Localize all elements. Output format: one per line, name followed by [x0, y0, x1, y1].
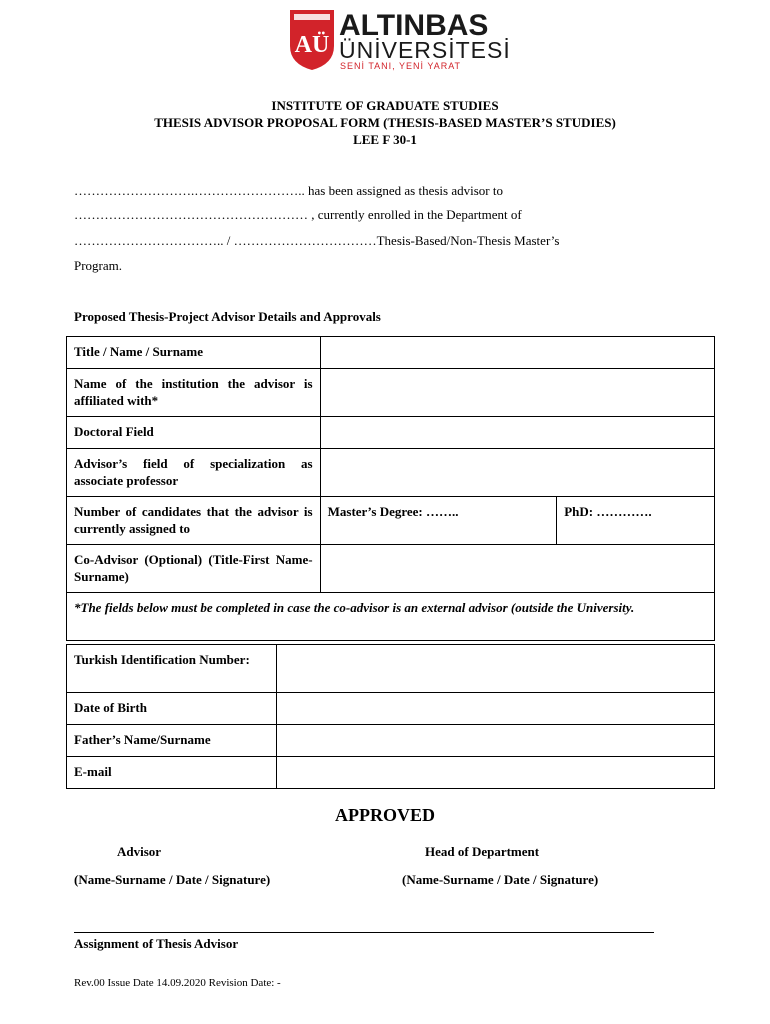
head-signature-line: (Name-Surname / Date / Signature): [402, 872, 599, 887]
head-of-department-label: Head of Department: [425, 844, 540, 859]
revision-footer: Rev.00 Issue Date 14.09.2020 Revision Date: -: [74, 977, 281, 989]
table-row: [67, 725, 715, 757]
title-name-field[interactable]: [320, 337, 714, 369]
row-label-doctoral-field: Doctoral Field: [67, 417, 321, 449]
table-row: [67, 417, 715, 449]
date-of-birth-field[interactable]: [276, 693, 714, 725]
intro-line-2: ……………………………………………… , currently enrolled in the Department of: [74, 207, 522, 222]
table-row: [67, 369, 715, 417]
specialization-field[interactable]: [320, 449, 714, 497]
row-label-title-name: Title / Name / Surname: [67, 337, 321, 369]
row-label-co-advisor: Co-Advisor (Optional) (Title-First Name-Surname): [67, 545, 321, 593]
row-label-email: E-mail: [67, 757, 277, 789]
father-name-field[interactable]: [276, 725, 714, 757]
institution-field[interactable]: [320, 369, 714, 417]
logo-name-line1: ALTINBAS: [339, 9, 489, 42]
row-label-candidates: Number of candidates that the advisor is currently assigned to: [67, 497, 321, 545]
table-row: [67, 593, 715, 641]
turkish-id-field[interactable]: [276, 645, 714, 693]
approved-heading: APPROVED: [335, 805, 435, 825]
doctoral-field-input[interactable]: [320, 417, 714, 449]
assignment-title: Assignment of Thesis Advisor: [74, 936, 239, 951]
table-row: [67, 545, 715, 593]
row-label-institution: Name of the institution the advisor is affiliated with*: [67, 369, 321, 417]
header-form-code: LEE F 30-1: [353, 132, 417, 147]
row-label-father-name: Father’s Name/Surname: [67, 725, 277, 757]
co-advisor-details-table: [66, 644, 715, 789]
masters-degree-field[interactable]: Master’s Degree: ……..: [320, 497, 557, 545]
header-institute: INSTITUTE OF GRADUATE STUDIES: [271, 98, 499, 113]
intro-line-3: …………………………….. / ……………………………Thesis-Based/Non-Thesis Master’s: [74, 233, 560, 248]
advisor-signature-line: (Name-Surname / Date / Signature): [74, 872, 271, 887]
table-row: [67, 693, 715, 725]
email-field[interactable]: [276, 757, 714, 789]
table-row: [67, 757, 715, 789]
row-label-specialization: Advisor’s field of specialization as associate professor: [67, 449, 321, 497]
logo-shield-letters: AÜ: [294, 32, 330, 58]
phd-field[interactable]: PhD: ………….: [557, 497, 715, 545]
row-label-turkish-id: Turkish Identification Number:: [67, 645, 277, 693]
table-row: [67, 337, 715, 369]
external-advisor-note: *The fields below must be completed in case the co-advisor is an external advisor (outside the University.: [67, 593, 715, 641]
advisor-label: Advisor: [117, 844, 162, 859]
section-title: Proposed Thesis-Project Advisor Details and Approvals: [74, 309, 381, 324]
header-form-title: THESIS ADVISOR PROPOSAL FORM (THESIS-BASED MASTER’S STUDIES): [154, 115, 616, 130]
table-row: [67, 497, 715, 545]
divider: [74, 932, 654, 933]
advisor-details-table: [66, 336, 715, 641]
row-label-date-of-birth: Date of Birth: [67, 693, 277, 725]
university-logo: [288, 8, 336, 72]
intro-line-1: ……………………….…………………….. has been assigned as thesis advisor to: [74, 183, 503, 198]
co-advisor-field[interactable]: [320, 545, 714, 593]
logo-name-line2: ÜNİVERSİTESİ: [339, 37, 511, 63]
logo-tagline: SENİ TANI, YENİ YARAT: [340, 61, 462, 71]
table-row: [67, 449, 715, 497]
intro-line-4: Program.: [74, 258, 123, 273]
table-row: [67, 645, 715, 693]
